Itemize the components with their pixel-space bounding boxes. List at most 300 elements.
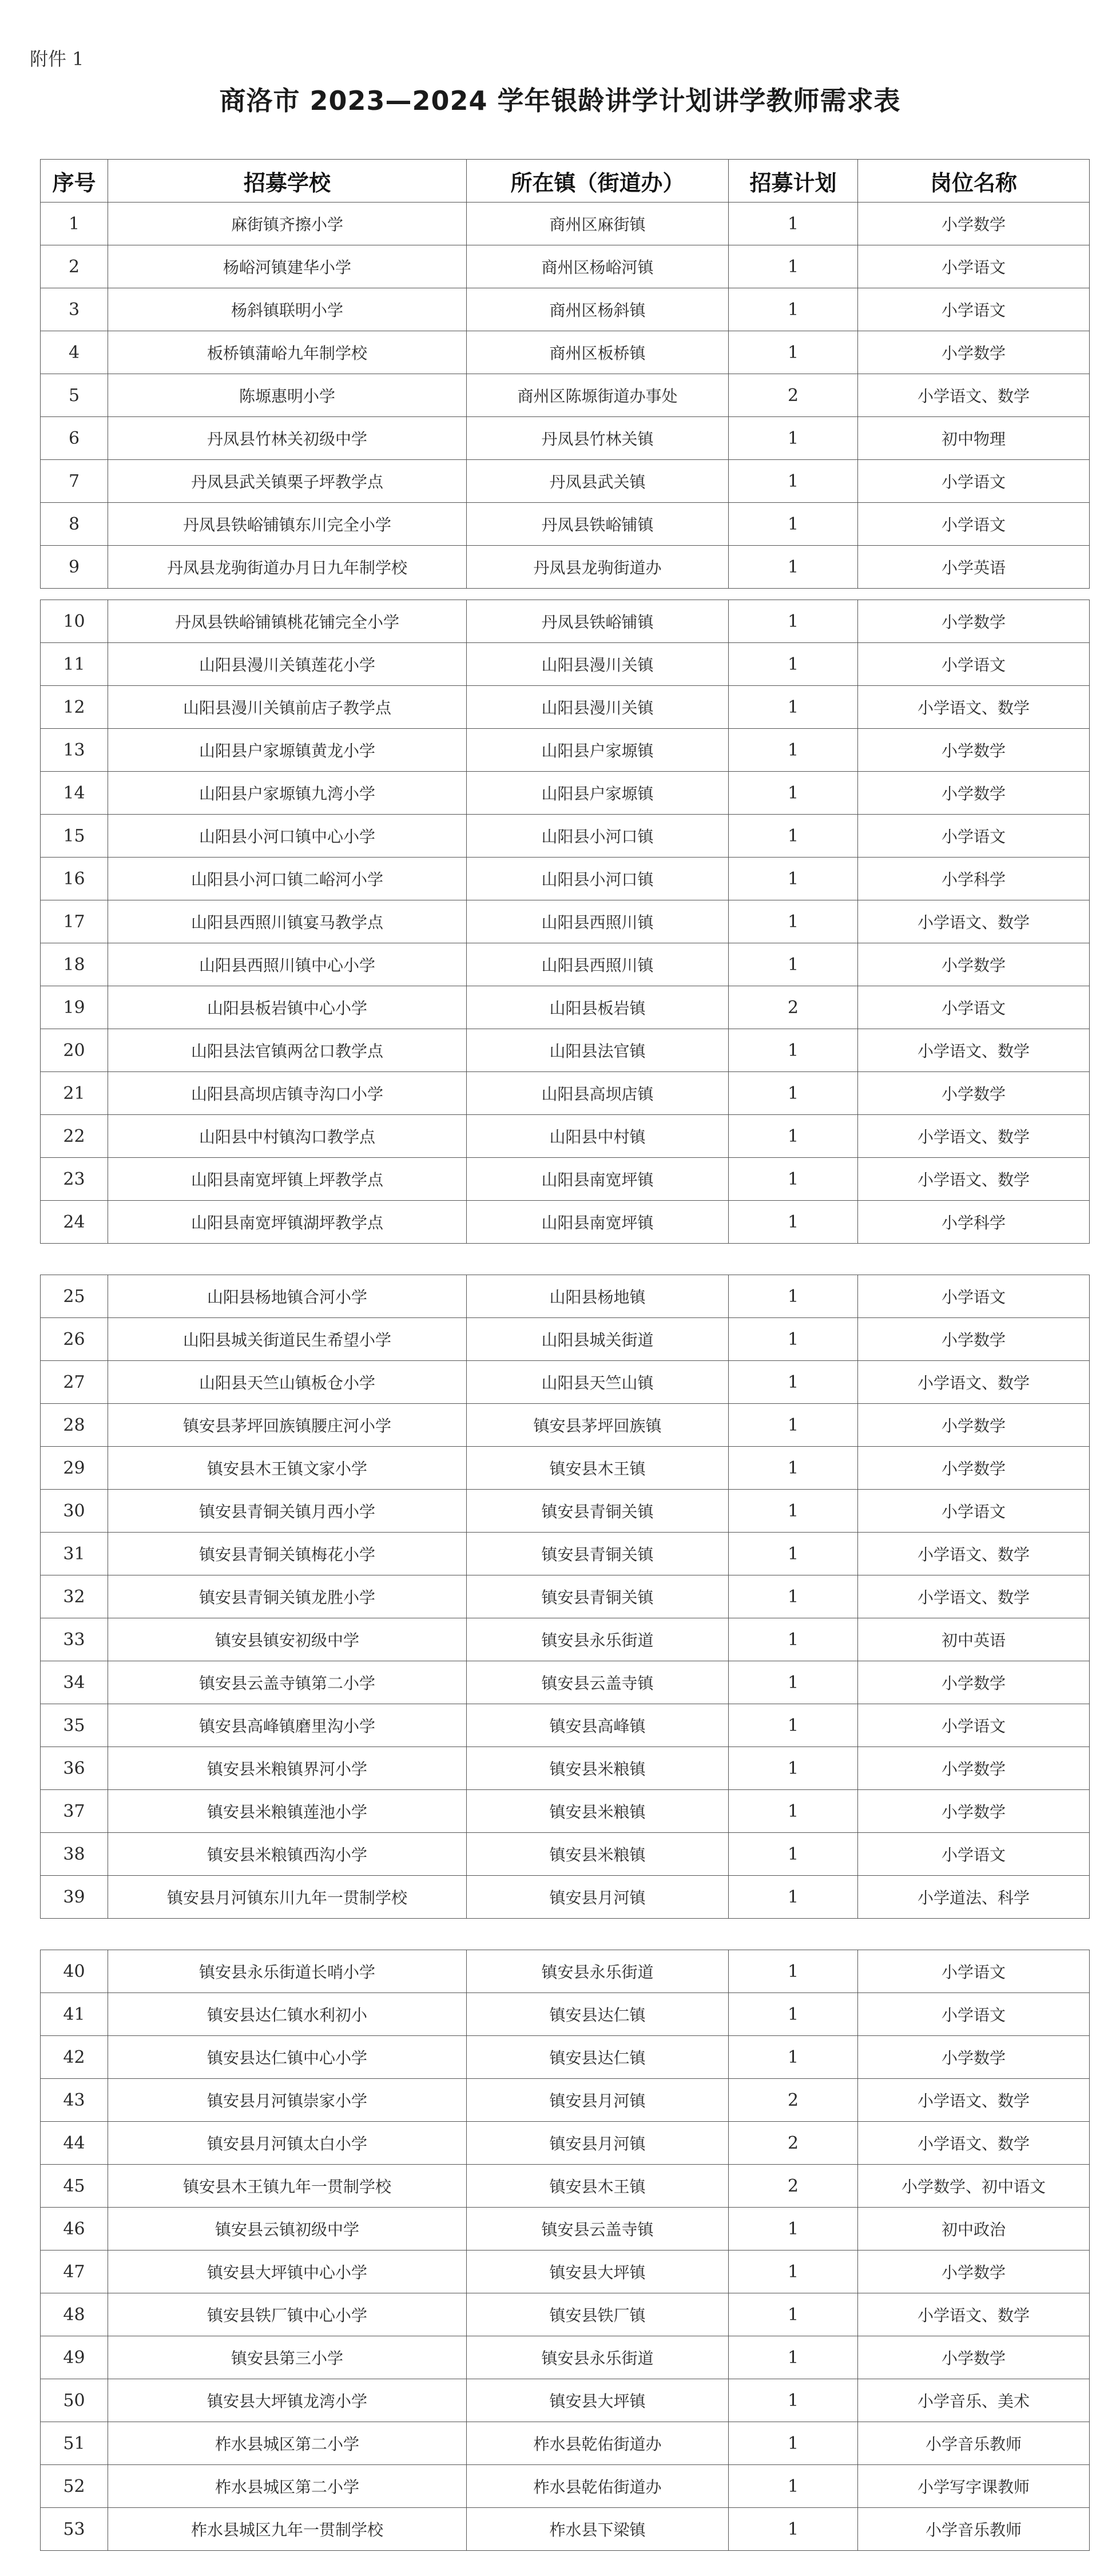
table-row xyxy=(41,2508,1090,2551)
table-row xyxy=(41,288,1090,331)
cell-seq: 28 xyxy=(41,1404,108,1447)
attachment-label: 附件 1 xyxy=(30,48,84,70)
cell-town: 镇安县铁厂镇 xyxy=(467,2293,729,2336)
cell-seq: 24 xyxy=(41,1201,108,1244)
cell-seq: 27 xyxy=(41,1361,108,1404)
cell-seq: 10 xyxy=(41,600,108,643)
cell-plan: 1 xyxy=(729,460,858,503)
table-row xyxy=(41,245,1090,288)
cell-school: 山阳县天竺山镇板仓小学 xyxy=(108,1361,467,1404)
header-plan: 招募计划 xyxy=(729,160,858,203)
cell-town: 商州区陈塬街道办事处 xyxy=(467,374,729,417)
cell-school: 镇安县第三小学 xyxy=(108,2336,467,2379)
cell-school: 山阳县南宽坪镇上坪教学点 xyxy=(108,1158,467,1201)
cell-seq: 4 xyxy=(41,331,108,374)
cell-position: 初中政治 xyxy=(858,2208,1090,2250)
cell-plan: 1 xyxy=(729,1447,858,1490)
table-row xyxy=(41,729,1090,772)
cell-plan: 1 xyxy=(729,245,858,288)
cell-school: 镇安县铁厂镇中心小学 xyxy=(108,2293,467,2336)
cell-school: 麻街镇齐擦小学 xyxy=(108,203,467,245)
table-row xyxy=(41,858,1090,900)
cell-plan: 2 xyxy=(729,2122,858,2165)
cell-plan: 1 xyxy=(729,772,858,815)
cell-plan: 1 xyxy=(729,900,858,943)
cell-position: 小学音乐、美术 xyxy=(858,2379,1090,2422)
cell-position: 初中物理 xyxy=(858,417,1090,460)
cell-seq: 8 xyxy=(41,503,108,546)
cell-plan: 1 xyxy=(729,1404,858,1447)
cell-position: 小学数学 xyxy=(858,1790,1090,1833)
page-title: 商洛市 2023—2024 学年银龄讲学计划讲学教师需求表 xyxy=(219,85,901,116)
table-row xyxy=(41,943,1090,986)
cell-plan: 1 xyxy=(729,2250,858,2293)
cell-plan: 1 xyxy=(729,288,858,331)
cell-seq: 34 xyxy=(41,1661,108,1704)
cell-plan: 1 xyxy=(729,2036,858,2079)
cell-plan: 1 xyxy=(729,2379,858,2422)
cell-position: 小学语文、数学 xyxy=(858,2079,1090,2122)
cell-school: 山阳县漫川关镇莲花小学 xyxy=(108,643,467,686)
cell-town: 山阳县城关街道 xyxy=(467,1318,729,1361)
cell-position: 小学数学 xyxy=(858,1318,1090,1361)
cell-school: 镇安县青铜关镇龙胜小学 xyxy=(108,1575,467,1618)
cell-position: 小学英语 xyxy=(858,546,1090,589)
cell-school: 镇安县云镇初级中学 xyxy=(108,2208,467,2250)
cell-school: 丹凤县铁峪铺镇桃花铺完全小学 xyxy=(108,600,467,643)
cell-position: 小学语文、数学 xyxy=(858,1115,1090,1158)
header-school: 招募学校 xyxy=(108,160,467,203)
cell-position: 小学语文 xyxy=(858,643,1090,686)
cell-position: 小学语文、数学 xyxy=(858,686,1090,729)
cell-position: 小学语文 xyxy=(858,1833,1090,1876)
cell-school: 山阳县西照川镇宴马教学点 xyxy=(108,900,467,943)
table-row xyxy=(41,772,1090,815)
table-row xyxy=(41,1447,1090,1490)
cell-town: 镇安县大坪镇 xyxy=(467,2379,729,2422)
cell-seq: 19 xyxy=(41,986,108,1029)
cell-school: 柞水县城区九年一贯制学校 xyxy=(108,2508,467,2551)
cell-seq: 52 xyxy=(41,2465,108,2508)
cell-position: 小学数学 xyxy=(858,1404,1090,1447)
cell-plan: 1 xyxy=(729,815,858,858)
cell-school: 山阳县法官镇两岔口教学点 xyxy=(108,1029,467,1072)
cell-seq: 40 xyxy=(41,1950,108,1993)
cell-plan: 1 xyxy=(729,203,858,245)
cell-town: 商州区杨斜镇 xyxy=(467,288,729,331)
cell-town: 山阳县户家塬镇 xyxy=(467,729,729,772)
cell-plan: 1 xyxy=(729,858,858,900)
cell-position: 小学语文 xyxy=(858,288,1090,331)
cell-seq: 49 xyxy=(41,2336,108,2379)
cell-town: 山阳县天竺山镇 xyxy=(467,1361,729,1404)
cell-position: 小学音乐教师 xyxy=(858,2508,1090,2551)
cell-seq: 38 xyxy=(41,1833,108,1876)
cell-seq: 41 xyxy=(41,1993,108,2036)
table-row xyxy=(41,1361,1090,1404)
cell-school: 柞水县城区第二小学 xyxy=(108,2465,467,2508)
cell-plan: 2 xyxy=(729,986,858,1029)
cell-school: 山阳县小河口镇中心小学 xyxy=(108,815,467,858)
cell-plan: 1 xyxy=(729,1747,858,1790)
cell-town: 镇安县达仁镇 xyxy=(467,1993,729,2036)
table-row xyxy=(41,1318,1090,1361)
cell-seq: 44 xyxy=(41,2122,108,2165)
cell-town: 山阳县高坝店镇 xyxy=(467,1072,729,1115)
cell-school: 丹凤县武关镇栗子坪教学点 xyxy=(108,460,467,503)
cell-school: 镇安县达仁镇水利初小 xyxy=(108,1993,467,2036)
cell-seq: 9 xyxy=(41,546,108,589)
cell-position: 小学科学 xyxy=(858,858,1090,900)
table-row xyxy=(41,2208,1090,2250)
cell-school: 镇安县木王镇九年一贯制学校 xyxy=(108,2165,467,2208)
table-row xyxy=(41,1490,1090,1533)
cell-school: 山阳县户家塬镇黄龙小学 xyxy=(108,729,467,772)
cell-town: 山阳县小河口镇 xyxy=(467,815,729,858)
cell-seq: 31 xyxy=(41,1533,108,1575)
table-row xyxy=(41,1275,1090,1318)
cell-position: 小学数学 xyxy=(858,1447,1090,1490)
cell-seq: 6 xyxy=(41,417,108,460)
cell-plan: 1 xyxy=(729,1201,858,1244)
table-row xyxy=(41,1876,1090,1919)
cell-position: 小学语文 xyxy=(858,503,1090,546)
cell-seq: 5 xyxy=(41,374,108,417)
table-segment xyxy=(40,1275,1090,1919)
cell-plan: 1 xyxy=(729,1876,858,1919)
cell-plan: 1 xyxy=(729,1361,858,1404)
cell-town: 镇安县青铜关镇 xyxy=(467,1490,729,1533)
cell-school: 丹凤县龙驹街道办月日九年制学校 xyxy=(108,546,467,589)
cell-school: 镇安县高峰镇磨里沟小学 xyxy=(108,1704,467,1747)
cell-seq: 46 xyxy=(41,2208,108,2250)
cell-seq: 30 xyxy=(41,1490,108,1533)
cell-town: 丹凤县铁峪铺镇 xyxy=(467,503,729,546)
table-header-row xyxy=(41,160,1090,203)
table-row xyxy=(41,2293,1090,2336)
cell-seq: 2 xyxy=(41,245,108,288)
cell-position: 小学数学、初中语文 xyxy=(858,2165,1090,2208)
cell-position: 初中英语 xyxy=(858,1618,1090,1661)
cell-seq: 1 xyxy=(41,203,108,245)
cell-town: 柞水县乾佑街道办 xyxy=(467,2465,729,2508)
cell-seq: 11 xyxy=(41,643,108,686)
cell-seq: 7 xyxy=(41,460,108,503)
cell-seq: 47 xyxy=(41,2250,108,2293)
cell-position: 小学语文 xyxy=(858,1993,1090,2036)
cell-town: 山阳县南宽坪镇 xyxy=(467,1158,729,1201)
cell-position: 小学语文 xyxy=(858,460,1090,503)
cell-school: 镇安县茅坪回族镇腰庄河小学 xyxy=(108,1404,467,1447)
cell-plan: 1 xyxy=(729,546,858,589)
cell-town: 镇安县月河镇 xyxy=(467,2079,729,2122)
table-segment xyxy=(40,1950,1090,2551)
cell-seq: 29 xyxy=(41,1447,108,1490)
cell-plan: 1 xyxy=(729,1950,858,1993)
cell-seq: 22 xyxy=(41,1115,108,1158)
table-row xyxy=(41,2422,1090,2465)
cell-position: 小学语文、数学 xyxy=(858,2122,1090,2165)
cell-plan: 1 xyxy=(729,643,858,686)
cell-town: 山阳县西照川镇 xyxy=(467,943,729,986)
cell-plan: 1 xyxy=(729,2465,858,2508)
cell-town: 镇安县茅坪回族镇 xyxy=(467,1404,729,1447)
cell-position: 小学数学 xyxy=(858,2336,1090,2379)
cell-seq: 23 xyxy=(41,1158,108,1201)
cell-position: 小学写字课教师 xyxy=(858,2465,1090,2508)
cell-seq: 26 xyxy=(41,1318,108,1361)
cell-school: 山阳县杨地镇合河小学 xyxy=(108,1275,467,1318)
cell-plan: 1 xyxy=(729,2336,858,2379)
cell-town: 丹凤县武关镇 xyxy=(467,460,729,503)
cell-position: 小学语文、数学 xyxy=(858,1575,1090,1618)
cell-position: 小学数学 xyxy=(858,2036,1090,2079)
cell-plan: 1 xyxy=(729,1533,858,1575)
cell-plan: 1 xyxy=(729,331,858,374)
cell-position: 小学科学 xyxy=(858,1201,1090,1244)
table-row xyxy=(41,546,1090,589)
cell-position: 小学数学 xyxy=(858,1661,1090,1704)
table-row xyxy=(41,203,1090,245)
cell-position: 小学语文、数学 xyxy=(858,1533,1090,1575)
cell-school: 杨斜镇联明小学 xyxy=(108,288,467,331)
cell-seq: 36 xyxy=(41,1747,108,1790)
cell-town: 镇安县永乐街道 xyxy=(467,1950,729,1993)
cell-school: 镇安县青铜关镇梅花小学 xyxy=(108,1533,467,1575)
cell-seq: 45 xyxy=(41,2165,108,2208)
cell-town: 镇安县月河镇 xyxy=(467,1876,729,1919)
cell-plan: 1 xyxy=(729,1158,858,1201)
table-row xyxy=(41,2122,1090,2165)
cell-town: 镇安县青铜关镇 xyxy=(467,1575,729,1618)
cell-school: 镇安县大坪镇龙湾小学 xyxy=(108,2379,467,2422)
cell-school: 镇安县米粮镇界河小学 xyxy=(108,1747,467,1790)
table-row xyxy=(41,1833,1090,1876)
cell-seq: 35 xyxy=(41,1704,108,1747)
cell-plan: 2 xyxy=(729,2165,858,2208)
cell-school: 陈塬惠明小学 xyxy=(108,374,467,417)
cell-school: 镇安县月河镇崇家小学 xyxy=(108,2079,467,2122)
cell-seq: 3 xyxy=(41,288,108,331)
cell-plan: 1 xyxy=(729,1575,858,1618)
cell-position: 小学数学 xyxy=(858,1072,1090,1115)
cell-position: 小学音乐教师 xyxy=(858,2422,1090,2465)
cell-position: 小学语文、数学 xyxy=(858,1361,1090,1404)
cell-seq: 42 xyxy=(41,2036,108,2079)
cell-plan: 1 xyxy=(729,1072,858,1115)
table-row xyxy=(41,1115,1090,1158)
cell-school: 山阳县户家塬镇九湾小学 xyxy=(108,772,467,815)
cell-town: 山阳县西照川镇 xyxy=(467,900,729,943)
cell-town: 镇安县大坪镇 xyxy=(467,2250,729,2293)
cell-position: 小学语文 xyxy=(858,1950,1090,1993)
header-town: 所在镇（街道办） xyxy=(467,160,729,203)
cell-position: 小学语文 xyxy=(858,1490,1090,1533)
cell-town: 山阳县户家塬镇 xyxy=(467,772,729,815)
cell-position: 小学语文、数学 xyxy=(858,1158,1090,1201)
table-row xyxy=(41,1072,1090,1115)
cell-seq: 25 xyxy=(41,1275,108,1318)
cell-school: 镇安县月河镇东川九年一贯制学校 xyxy=(108,1876,467,1919)
cell-position: 小学数学 xyxy=(858,772,1090,815)
cell-school: 山阳县西照川镇中心小学 xyxy=(108,943,467,986)
table-row xyxy=(41,900,1090,943)
cell-position: 小学数学 xyxy=(858,2250,1090,2293)
cell-town: 山阳县漫川关镇 xyxy=(467,643,729,686)
table-row xyxy=(41,2379,1090,2422)
table-row xyxy=(41,2079,1090,2122)
cell-school: 丹凤县竹林关初级中学 xyxy=(108,417,467,460)
cell-seq: 16 xyxy=(41,858,108,900)
cell-seq: 12 xyxy=(41,686,108,729)
table-row xyxy=(41,2165,1090,2208)
cell-school: 镇安县达仁镇中心小学 xyxy=(108,2036,467,2079)
cell-position: 小学数学 xyxy=(858,203,1090,245)
cell-town: 山阳县小河口镇 xyxy=(467,858,729,900)
cell-plan: 1 xyxy=(729,1275,858,1318)
cell-seq: 53 xyxy=(41,2508,108,2551)
table-row xyxy=(41,1533,1090,1575)
table-row xyxy=(41,331,1090,374)
table-row xyxy=(41,2250,1090,2293)
table-row xyxy=(41,374,1090,417)
table-row xyxy=(41,986,1090,1029)
cell-town: 镇安县永乐街道 xyxy=(467,2336,729,2379)
cell-plan: 1 xyxy=(729,1790,858,1833)
cell-position: 小学数学 xyxy=(858,600,1090,643)
cell-plan: 1 xyxy=(729,1833,858,1876)
cell-seq: 37 xyxy=(41,1790,108,1833)
cell-town: 山阳县漫川关镇 xyxy=(467,686,729,729)
cell-position: 小学数学 xyxy=(858,729,1090,772)
table-row xyxy=(41,417,1090,460)
table-row xyxy=(41,1661,1090,1704)
cell-school: 丹凤县铁峪铺镇东川完全小学 xyxy=(108,503,467,546)
table-row xyxy=(41,1950,1090,1993)
cell-town: 镇安县云盖寺镇 xyxy=(467,1661,729,1704)
table-row xyxy=(41,1747,1090,1790)
table-segment xyxy=(40,600,1090,1244)
cell-position: 小学语文 xyxy=(858,245,1090,288)
cell-town: 镇安县月河镇 xyxy=(467,2122,729,2165)
table-row xyxy=(41,686,1090,729)
cell-school: 山阳县漫川关镇前店子教学点 xyxy=(108,686,467,729)
cell-plan: 1 xyxy=(729,1704,858,1747)
cell-position: 小学语文 xyxy=(858,815,1090,858)
cell-town: 镇安县米粮镇 xyxy=(467,1747,729,1790)
cell-plan: 1 xyxy=(729,729,858,772)
cell-town: 山阳县南宽坪镇 xyxy=(467,1201,729,1244)
cell-school: 山阳县板岩镇中心小学 xyxy=(108,986,467,1029)
cell-town: 镇安县云盖寺镇 xyxy=(467,2208,729,2250)
table-row xyxy=(41,600,1090,643)
cell-town: 镇安县米粮镇 xyxy=(467,1833,729,1876)
cell-seq: 15 xyxy=(41,815,108,858)
cell-school: 山阳县城关街道民生希望小学 xyxy=(108,1318,467,1361)
cell-plan: 1 xyxy=(729,2208,858,2250)
cell-plan: 1 xyxy=(729,600,858,643)
cell-seq: 13 xyxy=(41,729,108,772)
table-row xyxy=(41,1029,1090,1072)
table-row xyxy=(41,815,1090,858)
cell-school: 镇安县木王镇文家小学 xyxy=(108,1447,467,1490)
cell-seq: 50 xyxy=(41,2379,108,2422)
cell-town: 丹凤县竹林关镇 xyxy=(467,417,729,460)
cell-town: 商州区板桥镇 xyxy=(467,331,729,374)
cell-plan: 1 xyxy=(729,503,858,546)
cell-town: 镇安县木王镇 xyxy=(467,2165,729,2208)
cell-position: 小学语文 xyxy=(858,986,1090,1029)
table-row xyxy=(41,460,1090,503)
table-row xyxy=(41,2036,1090,2079)
cell-school: 山阳县小河口镇二峪河小学 xyxy=(108,858,467,900)
table-row xyxy=(41,1993,1090,2036)
table-segment xyxy=(40,159,1090,589)
cell-school: 镇安县大坪镇中心小学 xyxy=(108,2250,467,2293)
cell-plan: 1 xyxy=(729,2422,858,2465)
cell-position: 小学语文、数学 xyxy=(858,900,1090,943)
cell-school: 山阳县中村镇沟口教学点 xyxy=(108,1115,467,1158)
table-row xyxy=(41,1575,1090,1618)
cell-plan: 1 xyxy=(729,2508,858,2551)
cell-position: 小学语文、数学 xyxy=(858,2293,1090,2336)
cell-seq: 20 xyxy=(41,1029,108,1072)
cell-position: 小学数学 xyxy=(858,331,1090,374)
cell-town: 山阳县法官镇 xyxy=(467,1029,729,1072)
cell-plan: 2 xyxy=(729,374,858,417)
table-row xyxy=(41,1790,1090,1833)
cell-seq: 21 xyxy=(41,1072,108,1115)
cell-seq: 43 xyxy=(41,2079,108,2122)
cell-seq: 48 xyxy=(41,2293,108,2336)
cell-position: 小学数学 xyxy=(858,943,1090,986)
cell-position: 小学数学 xyxy=(858,1747,1090,1790)
cell-seq: 17 xyxy=(41,900,108,943)
cell-town: 柞水县乾佑街道办 xyxy=(467,2422,729,2465)
cell-plan: 1 xyxy=(729,1115,858,1158)
cell-town: 商州区杨峪河镇 xyxy=(467,245,729,288)
cell-plan: 2 xyxy=(729,2079,858,2122)
cell-school: 山阳县高坝店镇寺沟口小学 xyxy=(108,1072,467,1115)
cell-plan: 1 xyxy=(729,1661,858,1704)
table-row xyxy=(41,1201,1090,1244)
cell-town: 柞水县下梁镇 xyxy=(467,2508,729,2551)
cell-seq: 18 xyxy=(41,943,108,986)
cell-town: 山阳县板岩镇 xyxy=(467,986,729,1029)
cell-plan: 1 xyxy=(729,1618,858,1661)
cell-position: 小学语文 xyxy=(858,1704,1090,1747)
cell-school: 镇安县米粮镇西沟小学 xyxy=(108,1833,467,1876)
cell-seq: 33 xyxy=(41,1618,108,1661)
cell-town: 镇安县达仁镇 xyxy=(467,2036,729,2079)
cell-town: 镇安县青铜关镇 xyxy=(467,1533,729,1575)
cell-school: 镇安县青铜关镇月西小学 xyxy=(108,1490,467,1533)
cell-seq: 32 xyxy=(41,1575,108,1618)
cell-school: 镇安县云盖寺镇第二小学 xyxy=(108,1661,467,1704)
cell-town: 山阳县中村镇 xyxy=(467,1115,729,1158)
table-row xyxy=(41,503,1090,546)
cell-school: 柞水县城区第二小学 xyxy=(108,2422,467,2465)
cell-school: 镇安县永乐街道长哨小学 xyxy=(108,1950,467,1993)
cell-plan: 1 xyxy=(729,2293,858,2336)
cell-town: 镇安县高峰镇 xyxy=(467,1704,729,1747)
cell-town: 镇安县木王镇 xyxy=(467,1447,729,1490)
cell-school: 镇安县月河镇太白小学 xyxy=(108,2122,467,2165)
cell-plan: 1 xyxy=(729,1993,858,2036)
cell-plan: 1 xyxy=(729,686,858,729)
table-row xyxy=(41,1618,1090,1661)
cell-school: 镇安县镇安初级中学 xyxy=(108,1618,467,1661)
